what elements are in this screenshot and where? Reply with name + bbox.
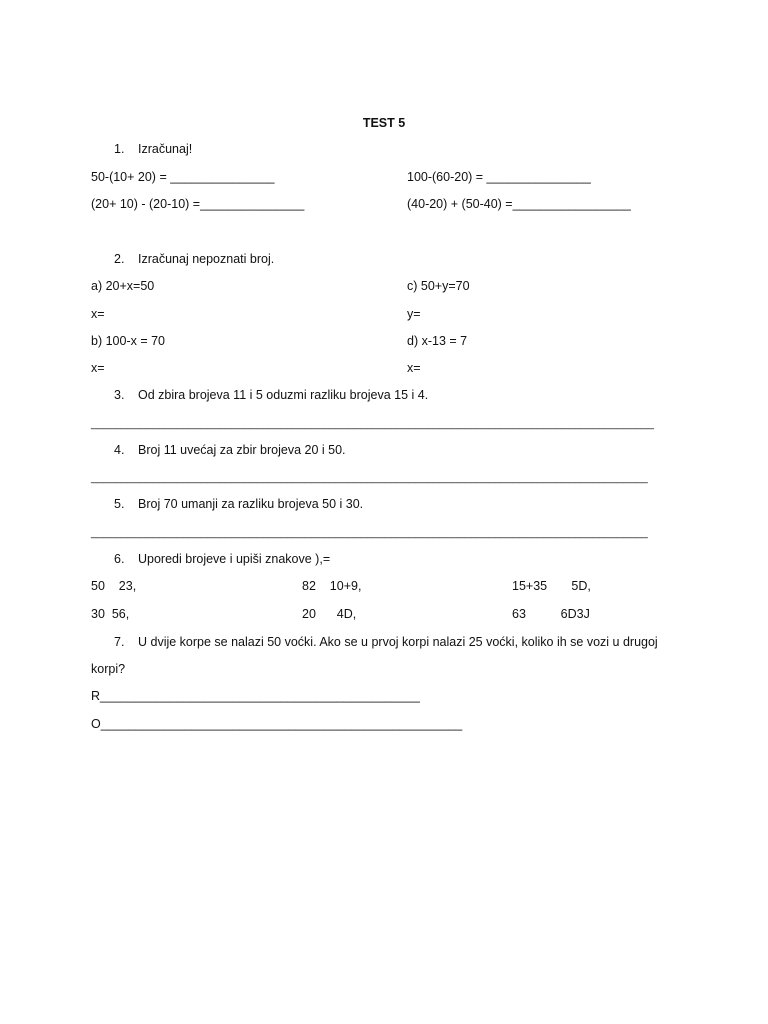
task-2-answer-d: x= — [407, 361, 421, 375]
task-6-number: 6. — [114, 552, 125, 566]
task-2-equation-a: a) 20+x=50 — [91, 279, 155, 293]
task-4-number: 4. — [114, 443, 125, 457]
task-4-text: Broj 11 uvećaj za zbir brojeva 20 i 50. — [138, 443, 346, 457]
task-1-expr-1: 50-(10+ 20) = _______________ — [91, 170, 275, 184]
task-1-text: Izračunaj! — [138, 142, 193, 156]
task-4-heading — [114, 442, 346, 458]
task-1-heading — [114, 141, 192, 157]
task-6-heading — [114, 551, 330, 567]
task-4-answer-line: ___________________________________________________________________________________________ — [91, 472, 648, 484]
task-6-compare-3: 15+35 5D, — [512, 579, 591, 593]
task-2-answer-c: y= — [407, 307, 421, 321]
task-1-number: 1. — [114, 142, 125, 156]
task-2-equation-c: c) 50+y=70 — [407, 279, 470, 293]
task-6-compare-2: 82 10+9, — [302, 579, 362, 593]
task-6-text: Uporedi brojeve i upiši znakove ),= — [138, 552, 331, 566]
task-2-number: 2. — [114, 252, 125, 266]
task-7-text-continued: korpi? — [91, 662, 126, 676]
task-2-answer-a: x= — [91, 307, 105, 321]
task-7-text: U dvije korpe se nalazi 50 voćki. Ako se u prvoj korpi nalazi 25 voćki, koliko ih se vozi u drugoj — [138, 635, 658, 649]
task-5-text: Broj 70 umanji za razliku brojeva 50 i 30. — [138, 497, 364, 511]
task-7-solution-line: R______________________________________________ — [91, 689, 420, 703]
page-title: TEST 5 — [362, 116, 406, 130]
task-5-number: 5. — [114, 497, 125, 511]
task-7-answer-line: O____________________________________________________ — [91, 717, 463, 731]
task-7-heading — [114, 634, 658, 650]
task-6-compare-4: 30 56, — [91, 607, 130, 621]
task-3-text: Od zbira brojeva 11 i 5 oduzmi razliku brojeva 15 i 4. — [138, 388, 429, 402]
task-2-equation-d: d) x-13 = 7 — [407, 334, 468, 348]
task-6-compare-1: 50 23, — [91, 579, 137, 593]
task-1-expr-2: 100-(60-20) = _______________ — [407, 170, 591, 184]
task-2-text: Izračunaj nepoznati broj. — [138, 252, 275, 266]
task-3-heading — [114, 387, 428, 403]
task-2-heading — [114, 251, 274, 267]
task-6-compare-5: 20 4D, — [302, 607, 357, 621]
task-6-compare-6: 63 6D3J — [512, 607, 590, 621]
task-5-answer-line: ___________________________________________________________________________________________ — [91, 527, 648, 539]
task-7-number: 7. — [114, 635, 125, 649]
task-3-answer-line: ____________________________________________________________________________________________ — [91, 418, 654, 430]
task-1-expr-3: (20+ 10) - (20-10) =_______________ — [91, 197, 305, 211]
task-2-answer-b: x= — [91, 361, 105, 375]
task-5-heading — [114, 496, 363, 512]
task-3-number: 3. — [114, 388, 125, 402]
task-2-equation-b: b) 100-x = 70 — [91, 334, 166, 348]
task-1-expr-4: (40-20) + (50-40) =_________________ — [407, 197, 631, 211]
